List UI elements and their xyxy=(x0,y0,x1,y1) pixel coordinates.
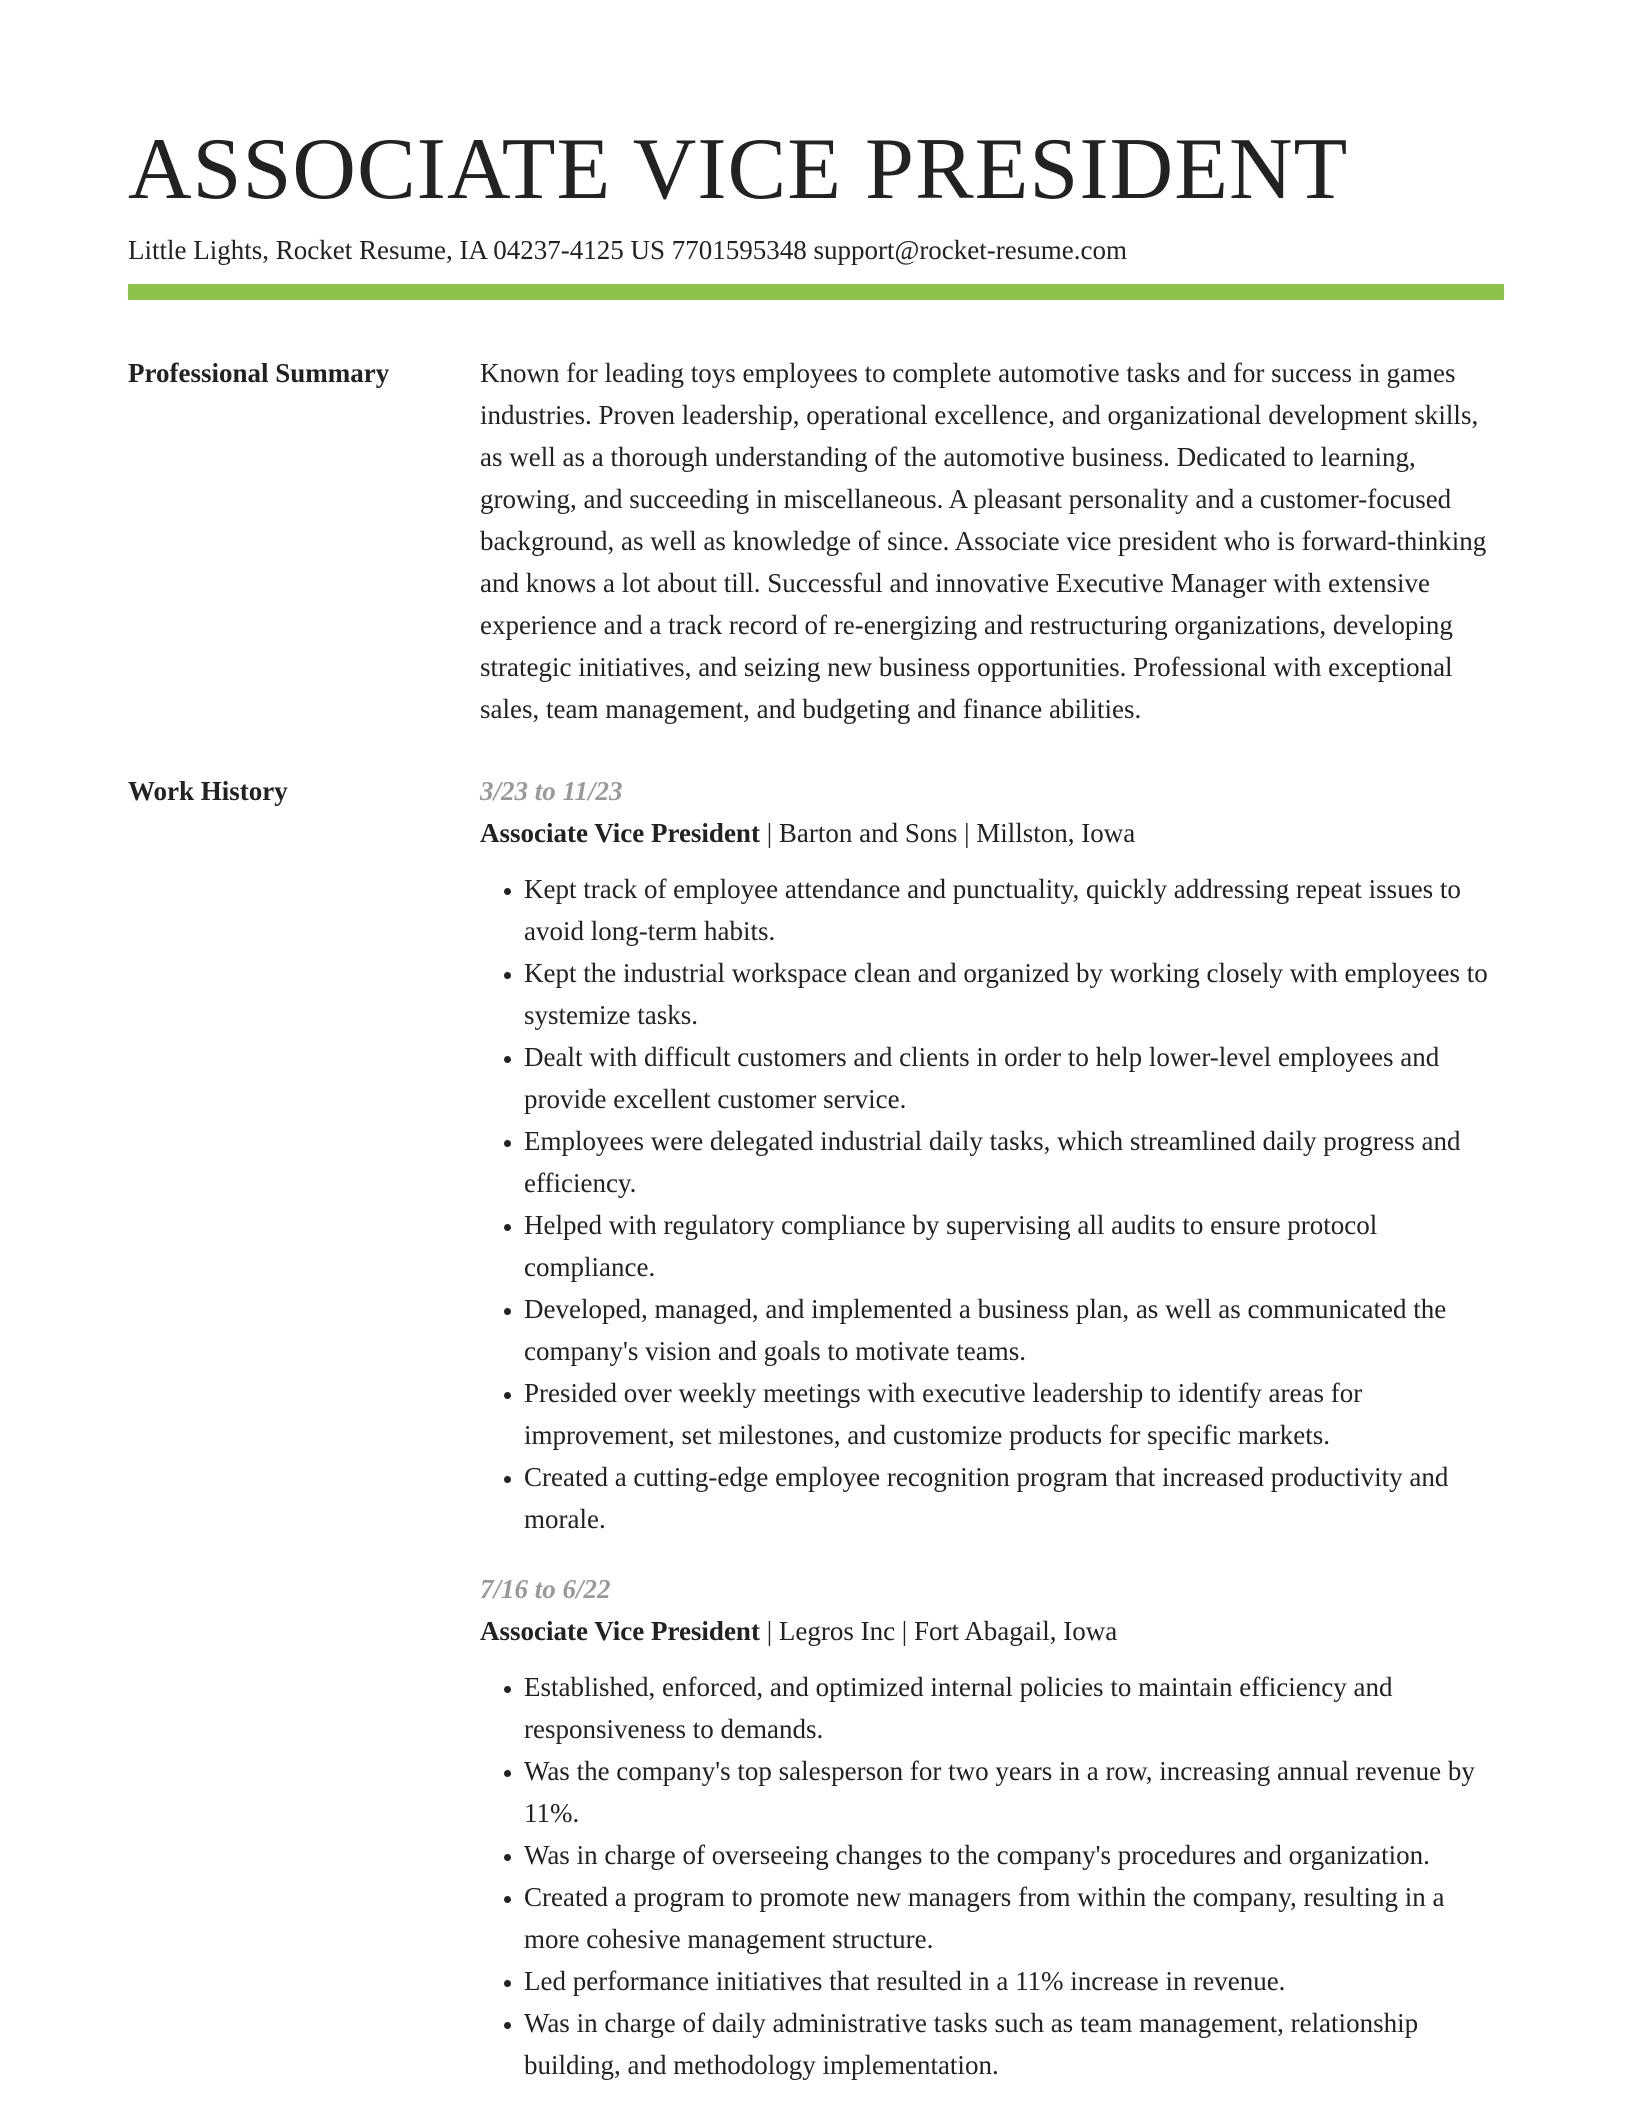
job-bullet: • Created a cutting-edge employee recognition program that increased productivity and morale. xyxy=(524,1456,1504,1540)
job-bullet: • Created a program to promote new managers from within the company, resulting in a more cohesive management structure. xyxy=(524,1876,1504,1960)
job-dates: 7/16 to 6/22 xyxy=(480,1574,611,1604)
job-entry xyxy=(480,1568,1504,2086)
job-bullet: • Presided over weekly meetings with executive leadership to identify areas for improvement, set milestones, and customize products for specific markets. xyxy=(524,1372,1504,1456)
job-company-location: | Legros Inc | Fort Abagail, Iowa xyxy=(759,1616,1118,1646)
job-bullet: • Established, enforced, and optimized internal policies to maintain efficiency and responsiveness to demands. xyxy=(524,1666,1504,1750)
job-heading xyxy=(480,1610,1504,1652)
job-bullet: • Was in charge of overseeing changes to the company's procedures and organization. xyxy=(524,1834,1504,1876)
section-title-summary: Professional Summary xyxy=(128,358,390,388)
accent-divider xyxy=(128,284,1504,300)
professional-summary-section xyxy=(128,352,1504,730)
resume-page xyxy=(128,118,1504,2086)
job-bullet: • Helped with regulatory compliance by supervising all audits to ensure protocol compliance. xyxy=(524,1204,1504,1288)
summary-text: Known for leading toys employees to complete automotive tasks and for success in games industries. Proven leadership, operational excellence, and organizational development skills, as well as a thorough understanding of the automotive business. Dedicated to learning, growing, and succeeding in miscellaneous. A pleasant personality and a customer-focused background, as well as knowledge of since. Associate vice president who is forward-thinking and knows a lot about till. Successful and innovative Executive Manager with extensive experience and a track record of re-energizing and restructuring organizations, developing strategic initiatives, and seizing new business opportunities. Professional with exceptional sales, team management, and budgeting and finance abilities. xyxy=(480,358,1487,724)
job-bullet: • Developed, managed, and implemented a business plan, as well as communicated the company's vision and goals to motivate teams. xyxy=(524,1288,1504,1372)
resume-name: ASSOCIATE VICE PRESIDENT xyxy=(128,121,1349,218)
job-bullet: • Was the company's top salesperson for two years in a row, increasing annual revenue by 11%. xyxy=(524,1750,1504,1834)
job-heading xyxy=(480,812,1504,854)
job-bullet: • Was in charge of daily administrative tasks such as team management, relationship building, and methodology implementation. xyxy=(524,2002,1504,2086)
work-history-section xyxy=(128,770,1504,2086)
job-bullets xyxy=(480,868,1504,1540)
job-bullet: • Kept the industrial workspace clean and organized by working closely with employees to systemize tasks. xyxy=(524,952,1504,1036)
job-company-location: | Barton and Sons | Millston, Iowa xyxy=(759,818,1136,848)
section-title-work-history: Work History xyxy=(128,776,288,806)
job-title: Associate Vice President xyxy=(480,1616,760,1646)
job-bullet: • Dealt with difficult customers and clients in order to help lower-level employees and provide excellent customer service. xyxy=(524,1036,1504,1120)
summary-body xyxy=(480,352,1504,730)
job-entry xyxy=(480,770,1504,1540)
job-bullets xyxy=(480,1666,1504,2086)
job-title: Associate Vice President xyxy=(480,818,760,848)
job-bullet: • Employees were delegated industrial daily tasks, which streamlined daily progress and efficiency. xyxy=(524,1120,1504,1204)
work-history-body xyxy=(480,770,1504,2086)
contact-info: Little Lights, Rocket Resume, IA 04237-4125 US 7701595348 support@rocket-resume.com xyxy=(128,235,1127,265)
job-dates: 3/23 to 11/23 xyxy=(480,776,623,806)
job-bullet: • Kept track of employee attendance and punctuality, quickly addressing repeat issues to avoid long-term habits. xyxy=(524,868,1504,952)
job-bullet: • Led performance initiatives that resulted in a 11% increase in revenue. xyxy=(524,1960,1504,2002)
